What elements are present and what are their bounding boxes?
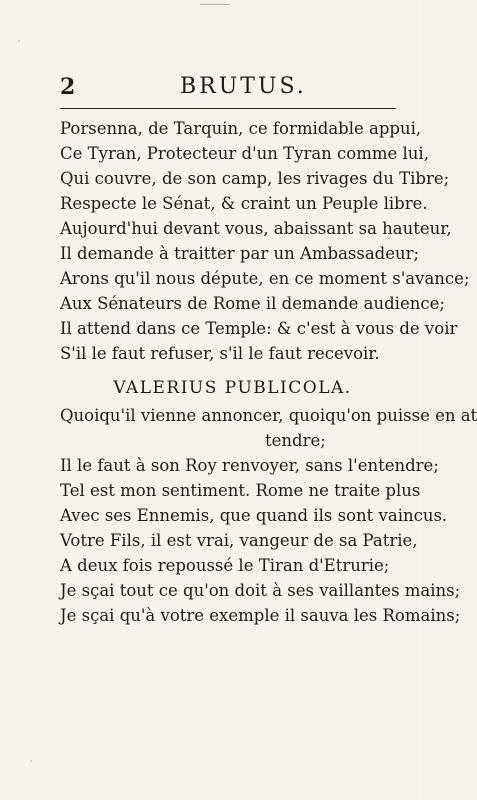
verse-line: Il le faut à son Roy renvoyer, sans l'entendre; [60,456,439,475]
page-edge-mark [200,4,230,5]
speaker-name: VALERIUS PUBLICOLA. [113,378,352,398]
verse-line: Il demande à traitter par un Ambassadeur; [60,244,420,263]
verse-line: Aujourd'hui devant vous, abaissant sa hauteur, [60,219,452,238]
paper-speckle [18,40,20,42]
paper-speckle [388,612,390,614]
paper-speckle [142,470,144,472]
verse-line: Tel est mon sentiment. Rome ne traite plus [60,481,421,500]
verse-line: Quoiqu'il vienne annoncer, quoiqu'on puisse en at [60,406,477,425]
verse-line: S'il le faut refuser, s'il le faut recevoir. [60,344,380,363]
verse-line: Porsenna, de Tarquin, ce formidable appui, [60,119,422,138]
verse-line: Il attend dans ce Temple: & c'est à vous de voir [60,319,458,338]
header-rule [60,108,396,109]
verse-line-continuation: tendre; [265,431,326,450]
verse-line: Je sçai qu'à votre exemple il sauva les Romains; [60,606,461,625]
verse-line: Je sçai tout ce qu'on doit à ses vaillantes mains; [60,581,461,600]
paper-speckle [30,760,32,762]
verse-text [60,116,477,628]
verse-line: Respecte le Sénat, & craint un Peuple libre. [60,194,428,213]
verse-line: Qui couvre, de son camp, les rivages du Tibre; [60,169,450,188]
verse-line: Arons qu'il nous députe, en ce moment s'avance; [60,269,470,288]
running-title: BRUTUS. [180,74,307,99]
verse-line: Ce Tyran, Protecteur d'un Tyran comme lui, [60,144,429,163]
verse-line: Avec ses Ennemis, que quand ils sont vaincus. [60,506,448,525]
page-header [60,72,400,102]
verse-line: Aux Sénateurs de Rome il demande audience; [60,294,445,313]
verse-line: A deux fois repoussé le Tiran d'Etrurie; [60,556,390,575]
verse-line: Votre Fils, il est vrai, vangeur de sa Patrie, [60,531,418,550]
page-number: 2 [60,74,76,100]
paper-speckle [395,325,397,327]
